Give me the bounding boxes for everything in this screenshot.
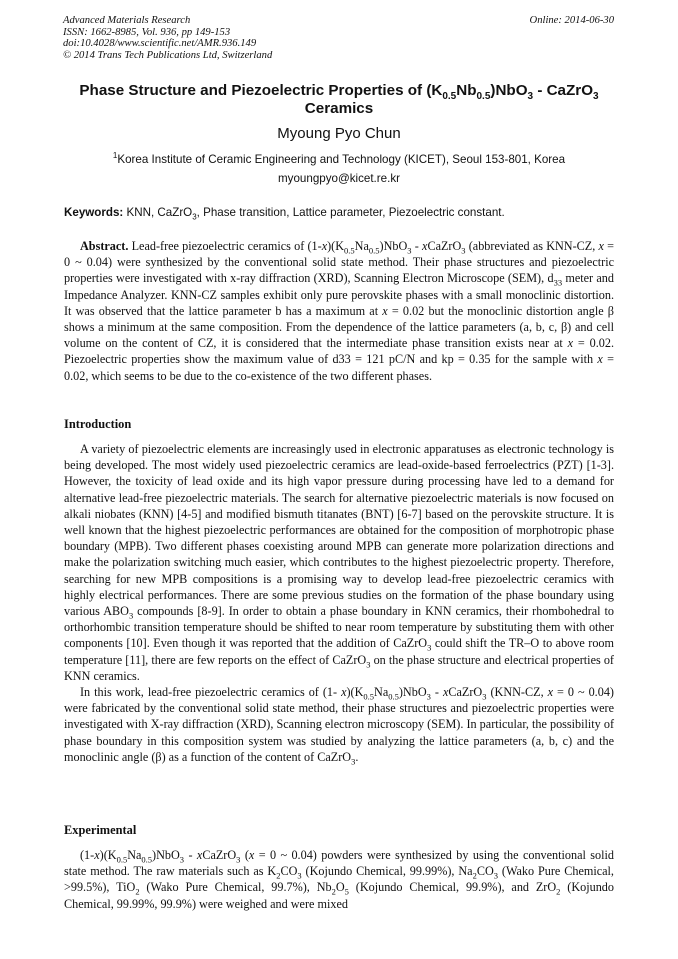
online-date: Online: 2014-06-30 <box>529 15 614 26</box>
keywords: Keywords: KNN, CaZrO$_3$, Phase transition, Lattice parameter, Piezoelectric constant. <box>64 206 505 222</box>
introduction-heading: Introduction <box>64 417 132 431</box>
introduction-body: A variety of piezoelectric elements are increasingly used in electronic apparatuses as electronic technology is being developed. The most widely used piezoelectric ceramics are lead-oxide-based ferroelectrics (PZT) [1-3]. However, the toxicity of lead oxide and its high vapor pressure during processing have led to a demand for alternative lead-free piezoelectric materials. The search for alternative piezoelectric materials is now focused on alkali niobates (KNN) [4-5] and modified bismuth titanates (BNT) [6-7] based on the perovskite structure. It is well known that the highest piezoelectric performances are obtained for the composition of morphotropic phase boundary (MPB). Two different phases coexisting around MPB can generate more polarization directions and make the polarization switching much easier, which contributes to the highest piezoelectric property. Therefore, searching for new MPB compositions is a promising way to develop lead-free piezoelectric ceramics with highly electrical performances. There are some previous studies on the formation of the phase boundary using various $ABO_3$ compounds [8-9]. In order to obtain a phase boundary in KNN ceramics, their rhombohedral to orthorhombic transition temperature should be shifted to near room temperature by substituting them with other components [10]. Even though it was reported that the addition of CaZrO$_3$ could shift the TR–O to above room temperature [11], there are few reports on the effect of CaZrO$_3$ on the phase structure and electrical properties of KNN ceramics. In this work, lead-free piezoelectric ceramics of (1- $x)(K_{0.5}Na_{0.5})NbO_3$ - xCaZrO$_3$ (KNN-CZ, x = 0 ~ 0.04) were fabricated by the conventional solid state method, their phase structures and piezoelectric properties were investigated with X-ray diffraction (XRD), Scanning electron microscopy (SEM). In particular, the possibility of phase boundary in this composition system was studied by analyzing the lattice parameters (a, b, c) and the monoclinic angle (β) as a function of the content of CaZrO$_3$. <box>64 442 615 767</box>
paper-title: Phase Structure and Piezoelectric Properties of $(K_{0.5}Nb_{0.5})NbO_3$ - CaZrO$_3$ Ceramics <box>79 82 599 117</box>
abstract: Abstract. Lead-free piezoelectric ceramics of $(1-x)(K_{0.5}Na_{0.5})NbO_3$ - xCaZrO$_3$ (abbreviated as KNN-CZ, x = 0 ~ 0.04) were synthesized by the conventional solid state method. Their phase structures and piezoelectric properties were investigated with x-ray diffraction (XRD), Scanning Electron Microscope (SEM), $d_{33}$ meter and Impedance Analyzer. KNN-CZ samples exhibit only pure perovskite phases with a small monoclinic distortion. It was observed that the lattice parameter b has a maximum at x = 0.02 but the monoclinic distortion angle β shows a minimum at the same composition. From the dependence of the lattice parameters (a, b, c, β) and cell volume on the content of CZ, it is considered that the intermediate phase transition exists near at x = 0.02. Piezoelectric properties show the maximum value of d33 = 121 pC/N and kp = 0.35 for the sample with x = 0.02, which seems to be due to the co-existence of the two different phases. <box>64 239 615 383</box>
author-email[interactable]: myoungpyo@kicet.re.kr <box>278 172 400 185</box>
journal-header <box>63 15 614 61</box>
experimental-heading: Experimental <box>64 823 137 837</box>
keywords-label: Keywords: <box>64 206 124 219</box>
abstract-label: Abstract. <box>80 239 129 253</box>
journal-name: Advanced Materials Research <box>63 15 191 26</box>
journal-issn: ISSN: 1662-8985, Vol. 936, pp 149-153 <box>63 26 231 38</box>
author-name: Myoung Pyo Chun <box>277 125 401 142</box>
affiliation: $^1$Korea Institute of Ceramic Engineering and Technology (KICET), Seoul 153-801, Korea <box>112 151 566 166</box>
journal-doi: doi:10.4028/www.scientific.net/AMR.936.149 <box>63 38 257 50</box>
experimental-body: $(1-x)(K_{0.5}Na_{0.5})NbO_3$ - xCaZrO$_3$ (x = 0 ~ 0.04) powders were synthesized by using the conventional solid state method. The raw materials such as $K_2CO_3$ (Kojundo Chemical, 99.99%), $Na_2CO_3$ (Wako Pure Chemical, >99.5%), TiO$_2$ (Wako Pure Chemical, 99.7%), $Nb_2O_5$ (Kojundo Chemical, 99.9%), and ZrO$_2$ (Kojundo Chemical, 99.99%, 99.9%) were weighed and were mixed <box>64 848 615 911</box>
journal-copyright: © 2014 Trans Tech Publications Ltd, Switzerland <box>63 49 273 61</box>
